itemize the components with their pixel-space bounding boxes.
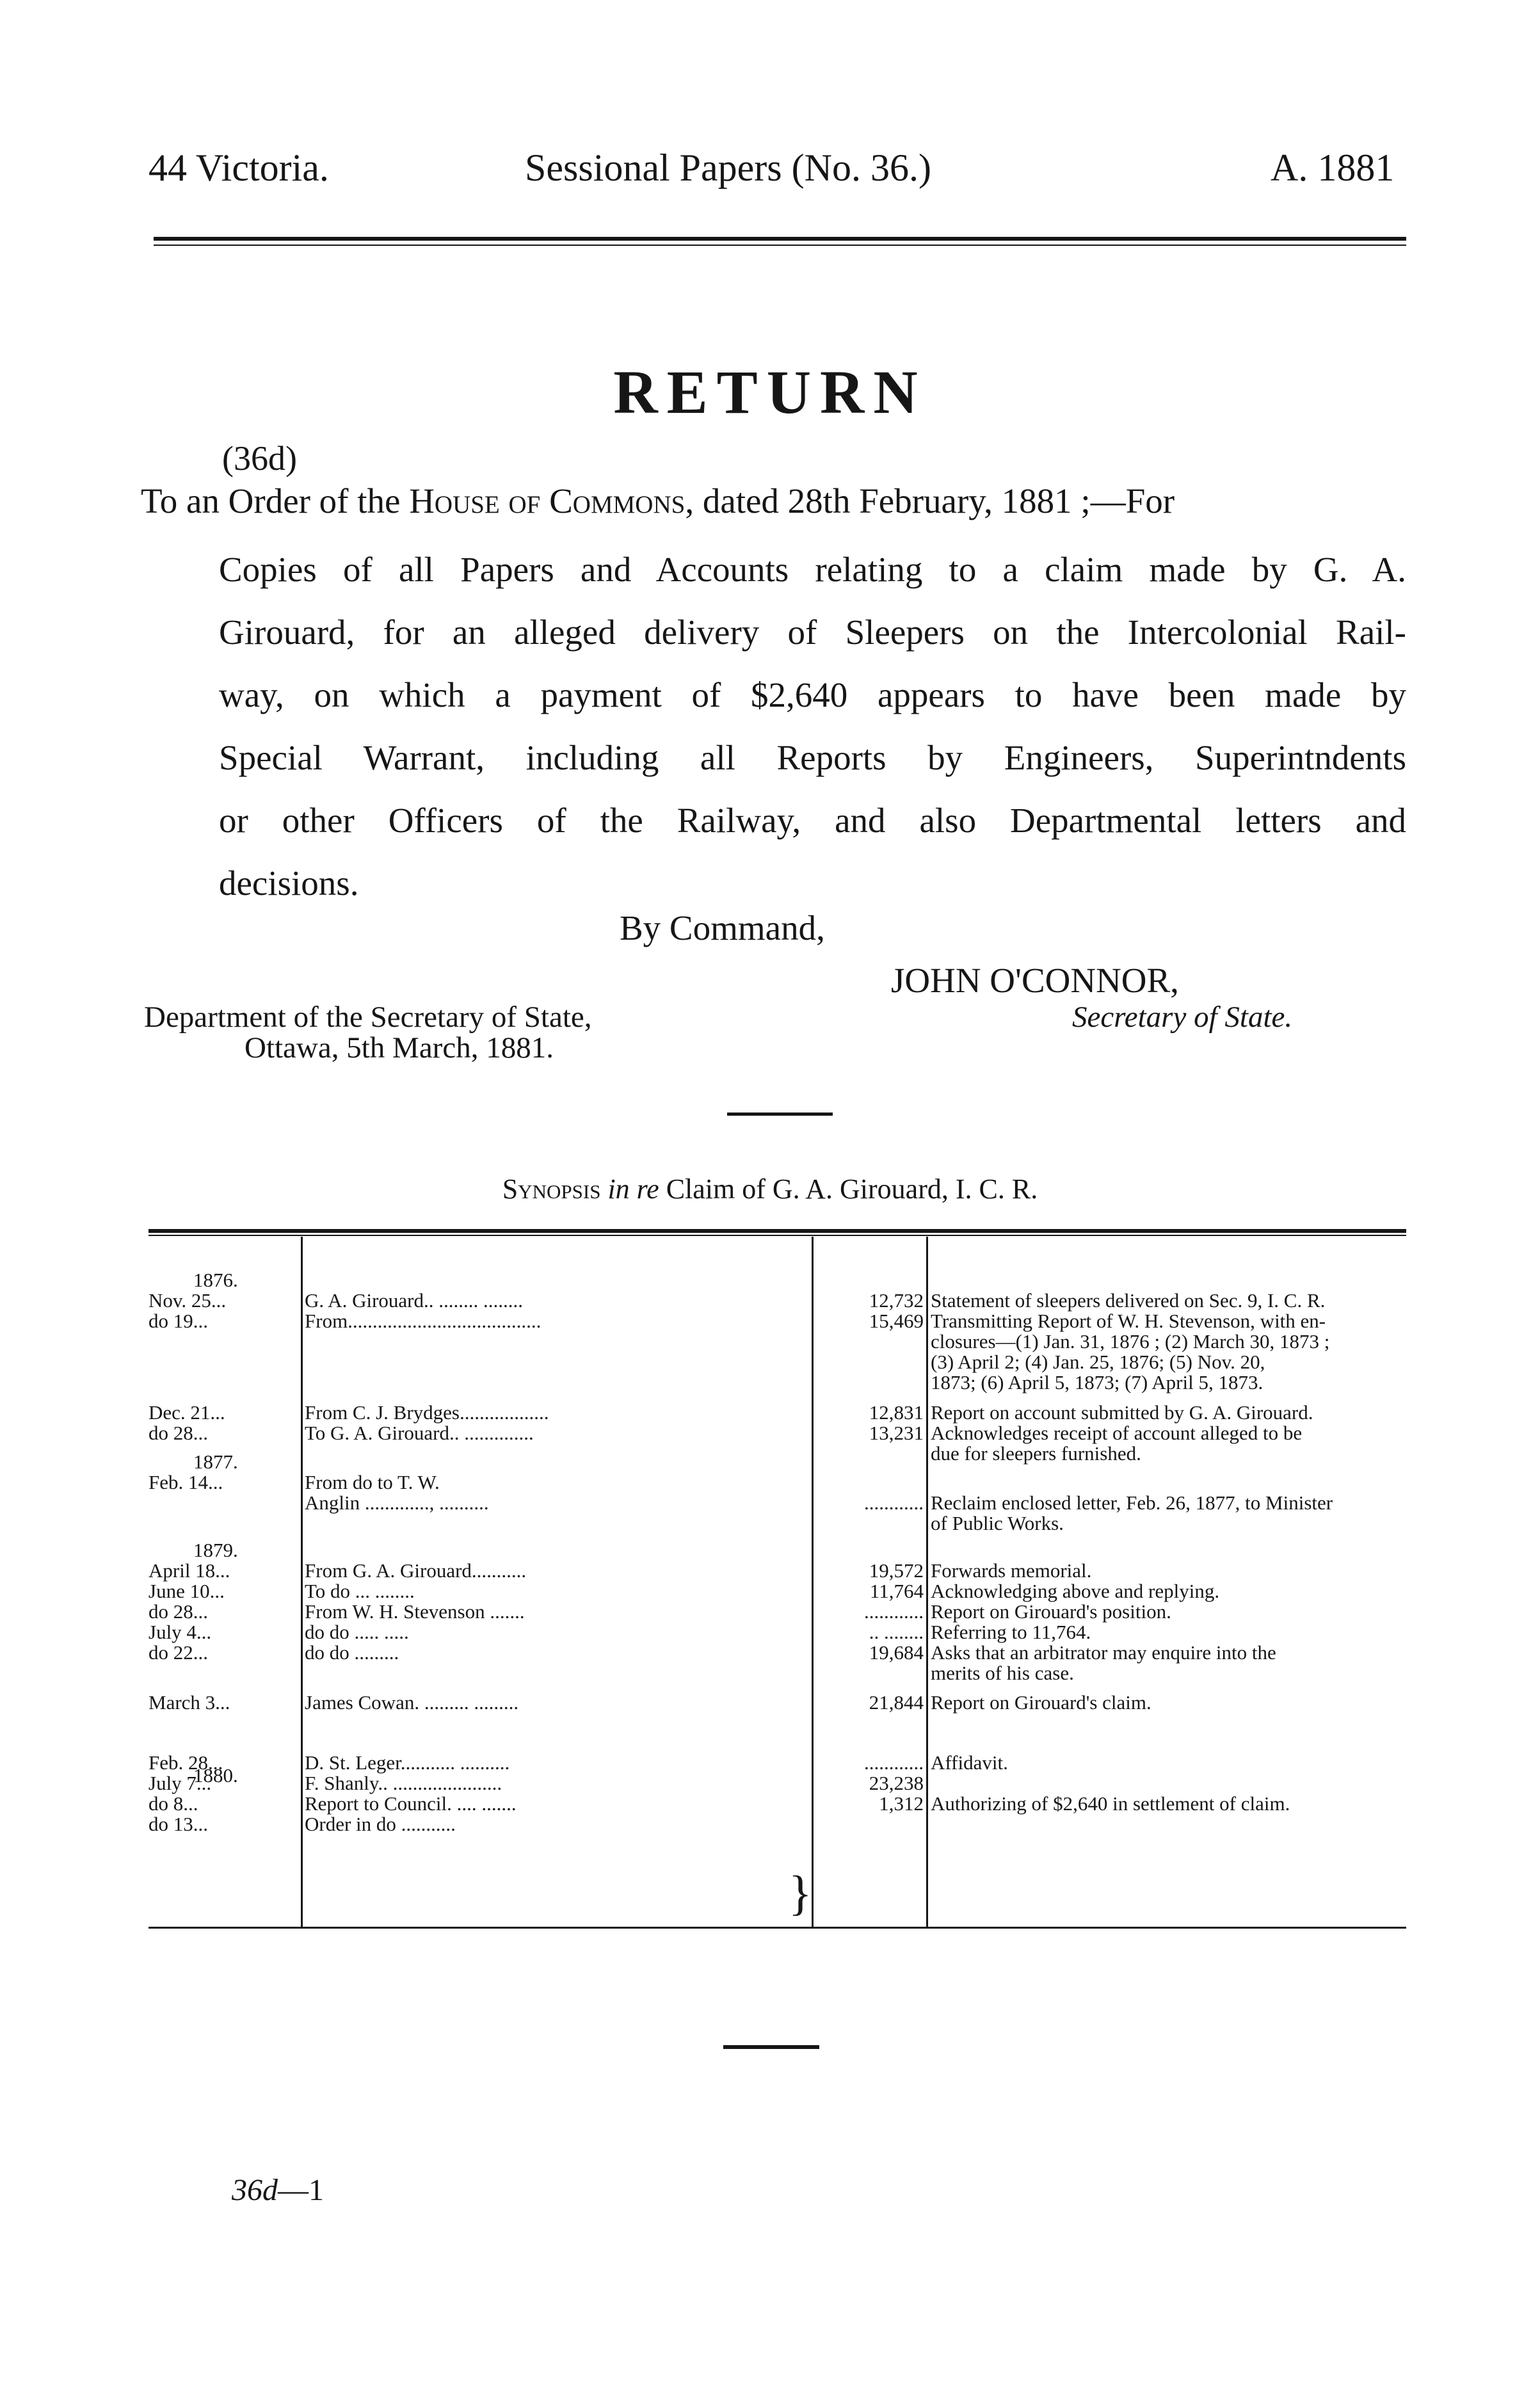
row-date: March 3...: [148, 1691, 230, 1714]
footer-page: —1: [278, 2173, 324, 2207]
synopsis-suffix: Claim of G. A. Girouard, I. C. R.: [666, 1173, 1038, 1205]
row-date: do 13...: [148, 1813, 208, 1835]
row-date: Nov. 25...: [148, 1289, 227, 1312]
synopsis-table: [148, 1229, 1406, 1930]
row-date: do 22...: [148, 1641, 208, 1664]
row-correspondent: From C. J. Brydges..................: [305, 1401, 549, 1424]
row-description: Affidavit.: [931, 1751, 1008, 1774]
order-line: Copies of all Papers and Accounts relating to a claim made by G. A.: [219, 550, 1406, 589]
row-description: Report on Girouard's claim.: [931, 1691, 1151, 1714]
row-number: 21,844: [869, 1691, 924, 1714]
row-description: Acknowledges receipt of account alleged to be: [931, 1422, 1303, 1444]
row-date: June 10...: [148, 1580, 225, 1602]
row-correspondent: F. Shanly.. ......................: [305, 1772, 502, 1794]
row-description: 1873; (6) April 5, 1873; (7) April 5, 1873.: [931, 1371, 1263, 1394]
row-correspondent: From G. A. Girouard...........: [305, 1559, 527, 1582]
row-description: Forwards memorial.: [931, 1559, 1092, 1582]
order-suffix: , dated 28th February, 1881 ;—For: [685, 481, 1175, 520]
table-bottom-rule: [148, 1927, 1406, 1929]
row-description: (3) April 2; (4) Jan. 25, 1876; (5) Nov. 20,: [931, 1351, 1265, 1373]
document-title: RETURN: [613, 358, 927, 426]
row-correspondent: James Cowan. ......... .........: [305, 1691, 519, 1714]
section-divider: [727, 1113, 833, 1116]
order-house: House of Commons: [409, 481, 686, 520]
order-line: decisions.: [219, 864, 359, 903]
row-number: 13,231: [869, 1422, 924, 1444]
row-description: Asks that an arbitrator may enquire into the: [931, 1641, 1276, 1664]
footer-code: 36d: [232, 2173, 278, 2207]
row-date: Feb. 28...: [148, 1751, 223, 1774]
closing-rule: [723, 2045, 819, 2049]
row-correspondent: To G. A. Girouard.. ..............: [305, 1422, 534, 1444]
row-date: Dec. 21...: [148, 1401, 225, 1424]
header-regnal-year: 44 Victoria.: [148, 147, 329, 189]
row-description: Reclaim enclosed letter, Feb. 26, 1877, to Minister: [931, 1491, 1333, 1514]
row-correspondent: To do ... ........: [305, 1580, 415, 1602]
year-label: 1877.: [193, 1450, 238, 1473]
row-correspondent: do do ..... .....: [305, 1621, 409, 1643]
header-series-title: Sessional Papers (No. 36.): [525, 147, 931, 189]
header-rule-thin: [154, 245, 1406, 246]
row-number: 15,469: [869, 1310, 924, 1332]
row-number: 23,238: [869, 1772, 924, 1794]
signer-office: Secretary of State.: [1072, 1000, 1293, 1034]
row-correspondent: From do to T. W.: [305, 1471, 440, 1493]
row-correspondent: Anglin ............., ..........: [305, 1491, 489, 1514]
row-correspondent: do do .........: [305, 1641, 399, 1664]
year-label: 1879.: [193, 1539, 238, 1561]
signer-name: JOHN O'CONNOR,: [891, 961, 1179, 1000]
row-number: ............: [864, 1751, 924, 1774]
row-correspondent: From.......................................: [305, 1310, 541, 1332]
row-number: 12,831: [869, 1401, 924, 1424]
row-correspondent: D. St. Leger........... ..........: [305, 1751, 510, 1774]
row-description: Referring to 11,764.: [931, 1621, 1091, 1643]
row-description: of Public Works.: [931, 1512, 1064, 1534]
year-label: 1876.: [193, 1269, 238, 1291]
row-date: April 18...: [148, 1559, 230, 1582]
department-name: Department of the Secretary of State,: [144, 1000, 592, 1034]
header-year: A. 1881: [1271, 147, 1395, 189]
table-column-rule: [926, 1237, 928, 1927]
row-date: do 19...: [148, 1310, 208, 1332]
order-prefix: To an Order of the: [141, 481, 410, 520]
row-correspondent: Report to Council. .... .......: [305, 1792, 517, 1815]
row-correspondent: From W. H. Stevenson .......: [305, 1600, 525, 1623]
row-description: closures—(1) Jan. 31, 1876 ; (2) March 30, 1873 ;: [931, 1330, 1330, 1353]
order-first-line: [141, 483, 1408, 518]
table-brace: }: [789, 1867, 812, 1920]
row-number: 1,312: [879, 1792, 924, 1815]
order-line: or other Officers of the Railway, and also Departmental letters and: [219, 801, 1406, 840]
synopsis-heading: [0, 1173, 1540, 1205]
row-date: do 8...: [148, 1792, 198, 1815]
header-rule-thick: [154, 237, 1406, 241]
row-correspondent: G. A. Girouard.. ........ ........: [305, 1289, 523, 1312]
order-line: Special Warrant, including all Reports by Engineers, Superintndents: [219, 738, 1406, 777]
row-description: Statement of sleepers delivered on Sec. 9, I. C. R.: [931, 1289, 1326, 1312]
row-correspondent: Order in do ...........: [305, 1813, 456, 1835]
row-description: merits of his case.: [931, 1662, 1074, 1684]
row-number: .. ........: [869, 1621, 924, 1643]
row-number: ............: [864, 1600, 924, 1623]
row-number: 11,764: [869, 1580, 924, 1602]
row-description: Transmitting Report of W. H. Stevenson, with en-: [931, 1310, 1326, 1332]
page-footer-code: [232, 2173, 324, 2208]
order-line: way, on which a payment of $2,640 appears to have been made by: [219, 675, 1406, 714]
row-number: 19,684: [869, 1641, 924, 1664]
synopsis-prefix: Synopsis: [502, 1173, 601, 1205]
row-number: ............: [864, 1491, 924, 1514]
row-description: due for sleepers furnished.: [931, 1442, 1141, 1465]
table-top-rule-thick: [148, 1229, 1406, 1233]
place-date: Ottawa, 5th March, 1881.: [245, 1031, 554, 1064]
table-top-rule-thin: [148, 1235, 1406, 1236]
row-date: July 7...: [148, 1772, 212, 1794]
row-date: July 4...: [148, 1621, 212, 1643]
row-description: Authorizing of $2,640 in settlement of claim.: [931, 1792, 1290, 1815]
paper-code: (36d): [222, 439, 297, 478]
row-description: Report on Girouard's position.: [931, 1600, 1171, 1623]
synopsis-in-re: in re: [607, 1173, 659, 1205]
row-description: Report on account submitted by G. A. Girouard.: [931, 1401, 1313, 1424]
row-number: 12,732: [869, 1289, 924, 1312]
row-number: 19,572: [869, 1559, 924, 1582]
row-date: Feb. 14...: [148, 1471, 223, 1493]
row-date: do 28...: [148, 1600, 208, 1623]
row-date: do 28...: [148, 1422, 208, 1444]
by-command: By Command,: [620, 908, 825, 947]
year-label: 1880.: [193, 1764, 238, 1787]
order-line: Girouard, for an alleged delivery of Sleepers on the Intercolonial Rail-: [219, 613, 1406, 652]
row-description: Acknowledging above and replying.: [931, 1580, 1220, 1602]
